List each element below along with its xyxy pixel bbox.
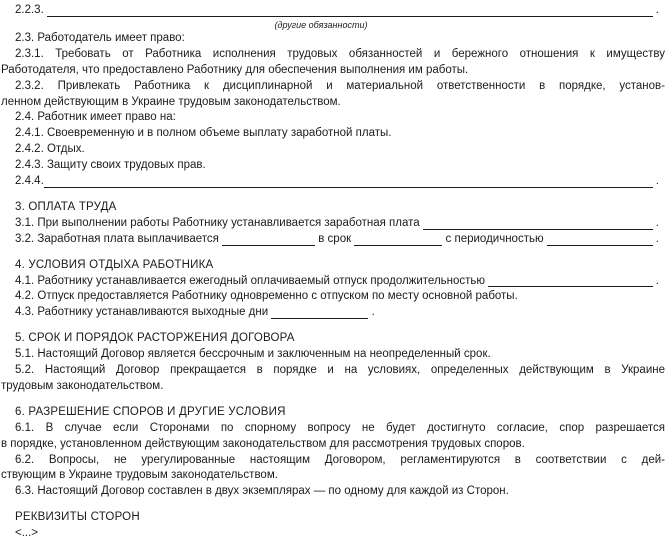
clause-6-1-line-1: 6.1. В случае если Сторонами по спорному вопросу не будет достигнуто согласие, спор разрешается <box>15 421 665 434</box>
clause-4-3-blank-line <box>1 305 665 321</box>
clause-4-1-blank-line <box>1 274 665 290</box>
text-segment: с периодичностью <box>442 232 547 245</box>
clause-2-3: 2.3. Работодатель имеет право: <box>15 31 185 44</box>
text-segment: . <box>368 306 375 319</box>
blank-fill-field <box>488 286 652 287</box>
text-segment: 2.2.3. <box>15 4 47 16</box>
requisites-heading: РЕКВИЗИТЫ СТОРОН <box>15 511 140 524</box>
clause-2-3-1-line-1: 2.3.1. Требовать от Работника исполнения трудовых обязанностей и бережного отношения к имуществу <box>15 47 665 60</box>
section-6-heading: 6. РАЗРЕШЕНИЕ СПОРОВ И ДРУГИЕ УСЛОВИЯ <box>15 405 286 418</box>
text-segment: 4.1. Работнику устанавливается ежегодный оплачиваемый отпуск продолжительностью <box>15 274 489 287</box>
clause-2-4-3: 2.4.3. Защиту своих трудовых прав. <box>15 159 206 172</box>
text-segment: 3.1. При выполнении работы Работнику устанавливается заработная плата <box>15 216 423 229</box>
blank-fill-field <box>44 187 653 188</box>
section-4-heading: 4. УСЛОВИЯ ОТДЫХА РАБОТНИКА <box>15 258 214 271</box>
blank-fill-field <box>547 245 653 246</box>
text-segment: 3.2. Заработная плата выплачивается <box>15 232 223 245</box>
clause-6-3: 6.3. Настоящий Договор составлен в двух экземплярах — по одному для каждой из Сторон. <box>15 485 509 498</box>
text-segment: 4.3. Работнику устанавливаются выходные дни <box>15 306 272 319</box>
blank-fill-field <box>423 229 653 230</box>
placeholder-ellipsis: <...> <box>15 527 39 540</box>
text-segment: . <box>652 175 659 188</box>
section-3-heading: 3. ОПЛАТА ТРУДА <box>15 200 117 213</box>
clause-2-2-3-blank-line <box>1 3 665 19</box>
section-gap <box>1 395 665 405</box>
clause-6-1-line-2: в порядке, установленном действующим законодательством для рассмотрения трудовых споров. <box>1 437 525 450</box>
text-segment: . <box>652 216 659 229</box>
blank-fill-field <box>222 245 315 246</box>
clause-3-1-blank-line <box>1 216 665 232</box>
clause-6-2-line-1: 6.2. Вопросы, не урегулированные настоящим Договором, регламентируются в соответствии с дей- <box>15 453 665 466</box>
clause-2-3-1-line-2: Работодателя, что предоставлено Работнику для обеспечения выполнения им работы. <box>1 63 469 76</box>
caption-other-duties: (другие обязанности) <box>274 19 368 30</box>
section-gap <box>1 500 665 510</box>
clause-6-2-line-2: ствующим в Украине трудовым законодательством. <box>1 469 278 482</box>
section-gap <box>1 248 665 258</box>
text-segment: . <box>652 4 659 16</box>
clause-2-4-1: 2.4.1. Своевременную и в полном объеме выплату заработной платы. <box>15 127 392 140</box>
clause-2-4: 2.4. Работник имеет право на: <box>15 111 176 124</box>
section-gap <box>1 321 665 331</box>
clause-2-3-2-line-2: ленном действующим в Украине трудовым законодательством. <box>1 95 341 108</box>
blank-fill-field <box>271 318 368 319</box>
blank-fill-field <box>47 16 653 17</box>
clause-4-2: 4.2. Отпуск предоставляется Работнику одновременно с отпуском по месту основной работы. <box>15 290 518 303</box>
blank-fill-field <box>354 245 442 246</box>
text-segment: . <box>652 274 659 287</box>
clause-2-3-2-line-1: 2.3.2. Привлекать Работника к дисциплинарной и материальной ответственности в порядке, установ- <box>15 79 665 92</box>
clause-5-2-line-2: трудовым законодательством. <box>1 379 164 392</box>
clause-2-4-4-blank-line <box>1 174 665 190</box>
section-5-heading: 5. СРОК И ПОРЯДОК РАСТОРЖЕНИЯ ДОГОВОРА <box>15 332 295 345</box>
clause-2-4-2: 2.4.2. Отдых. <box>15 143 85 156</box>
text-segment: 2.4.4. <box>15 175 44 188</box>
text-segment: в срок <box>315 232 355 245</box>
clause-5-2-line-1: 5.2. Настоящий Договор прекращается в порядке и на условиях, определенных действующим в Украине <box>15 364 665 377</box>
clause-5-1: 5.1. Настоящий Договор является бессрочным и заключенным на неопределенный срок. <box>15 348 491 361</box>
text-segment: . <box>652 232 659 245</box>
section-gap <box>1 190 665 200</box>
clause-3-2-blank-line <box>1 232 665 248</box>
